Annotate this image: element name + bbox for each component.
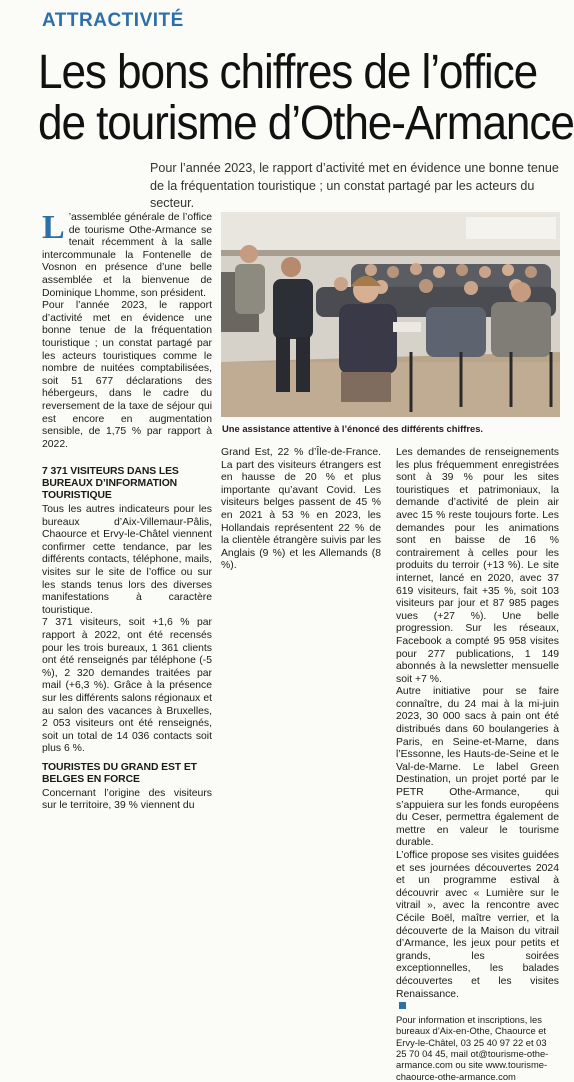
column-3 [396,447,559,1082]
drop-cap: L [42,209,65,246]
intro-paragraph [42,209,212,300]
lead-paragraph [150,160,560,213]
body-paragraph: Autre initiative pour se faire connaître, du 24 mai à la mi-juin 2023, 30 000 sacs à pain ont été distribués dans 60 boulangeries à Paris, en Seine-et-Marne, dans l’Essonne, les Hauts-de-Seine et le Val-de-Marne. Le label Green Destination, un projet porté par le PETR Othe-Armance, qui s’appuiera sur les fonds européens du Ceser, permettra également de mettre en valeur le tourisme durable. [396,686,559,849]
headline-line-1: Les bons chiffres de l’office [38,46,538,99]
assembly-photo [221,212,560,417]
lead-line-2: de la fréquentation touristique ; un constat partagé par les acteurs du secteur. [150,178,535,210]
photo-caption: Une assistance attentive à l’énoncé des différents chiffres. [222,423,484,434]
subheading-origin: TOURISTES DU GRAND EST ET BELGES EN FORCE [42,761,197,785]
body-paragraph: Tous les autres indicateurs pour les bureaux d’Aix-Villemaur-Pâlis, Chaource et Ervy-le-Châtel viennent confirmer cette tendance, par les différents contacts, téléphone, mails, visites sur le site de l’office ou sur les stands tenus lors des diverses manifestations à caractère touristique. [42,504,212,616]
lead-line-1: Pour l’année 2023, le rapport d’activité met en évidence une bonne tenue [150,161,559,175]
column-1-top [42,209,212,451]
body-paragraph: Pour l’année 2023, le rapport d’activité met en évidence une bonne tenue de la fréquentation touristique ; un constat partagé par les acteurs touristiques comme le nombre de nuitées comptabilisées, soit 51 677 déclarations des hébergeurs, dans le cadre du reversement de la taxe de séjour qui est encore en augmentation sensible, de 1,75 % par rapport à 2022. [42,300,212,450]
body-paragraph: Grand Est, 22 % d’Île-de-France. La part des visiteurs étrangers est en hausse de 20 % et plus importante qu’avant Covid. Les visiteurs belges passent de 45 % en 2021 à 53 % en 2023, les Hollandais représentent 22 % de la clientèle étrangère suivis par les Anglais (9 %) et les Allemands (8 %). [221,447,381,572]
intro-text: ’assemblée générale de l’office de tourisme Othe-Armance se tenait récemment à la salle intercommunale la Fontenelle de Vosnon en présence d’une belle assemblée et la bienvenue de Dominique Lhomme, son président. [42,212,212,299]
headline [38,46,574,150]
body-paragraph: L’office propose ses visites guidées et ses journées découvertes 2024 et un programme estival à découvrir avec « Lumière sur le vitrail », avec la rencontre avec Cécile Boël, maître verrier, et la découverte de la Maison du vitrail d’Armance, les jeux pour petits et grands, les soirées exceptionnelles, les balades découvertes et les visites Renaissance. [396,850,559,1000]
subheading-visitors: 7 371 VISITEURS DANS LES BUREAUX D’INFORMATION TOURISTIQUE [42,466,179,501]
body-paragraph: 7 371 visiteurs, soit +1,6 % par rapport à 2022, ont été recensés pour les trois bureaux, 1 361 clients ont été renseignés par téléphone (-5 %), 2 320 demandes traitées par mail (+6,3 %). Grâce à la présence sur les différents salons régionaux et au salon des vacances à Bruxelles, 2 053 visiteurs ont été renseignés, soit un total de 14 036 contacts soit plus 6 %. [42,617,212,755]
headline-line-2: de tourisme d’Othe-Armance [38,97,574,150]
column-2 [221,447,381,573]
info-box: Pour information et inscriptions, les bureaux d’Aix-en-Othe, Chaource et Ervy-le-Châtel, 03 25 40 97 22 et 03 25 70 04 45, mail ot@tourisme-othe-armance.com ou site www.tourisme-chaource-othe-armance.com [396,1013,549,1082]
column-1-bottom [42,460,212,812]
body-paragraph: Concernant l’origine des visiteurs sur le territoire, 39 % viennent du [42,787,212,812]
section-kicker: ATTRACTIVITÉ [42,10,184,31]
audience-illustration [221,212,560,417]
end-mark-icon [399,1002,406,1009]
body-paragraph: Les demandes de renseignements les plus fréquemment enregistrées sont à 39 % pour les sites touristiques et patrimoniaux, la demande d’activité de plein air avec 15 % reste toujours forte. Les demandes pour les animations sont en baisse de 16 % contrairement à celles pour les produits du terroir (+13 %). Le site internet, lancé en 2020, avec 37 619 visiteurs, fait +35 %, soit 103 visiteurs par jour et 87 985 pages vues (+27 %). Une belle progression. Sur les réseaux, Facebook a compté 95 958 visites pour 277 publications, 1 149 abonnés à la newsletter mensuelle soit +7 %. [396,447,559,685]
